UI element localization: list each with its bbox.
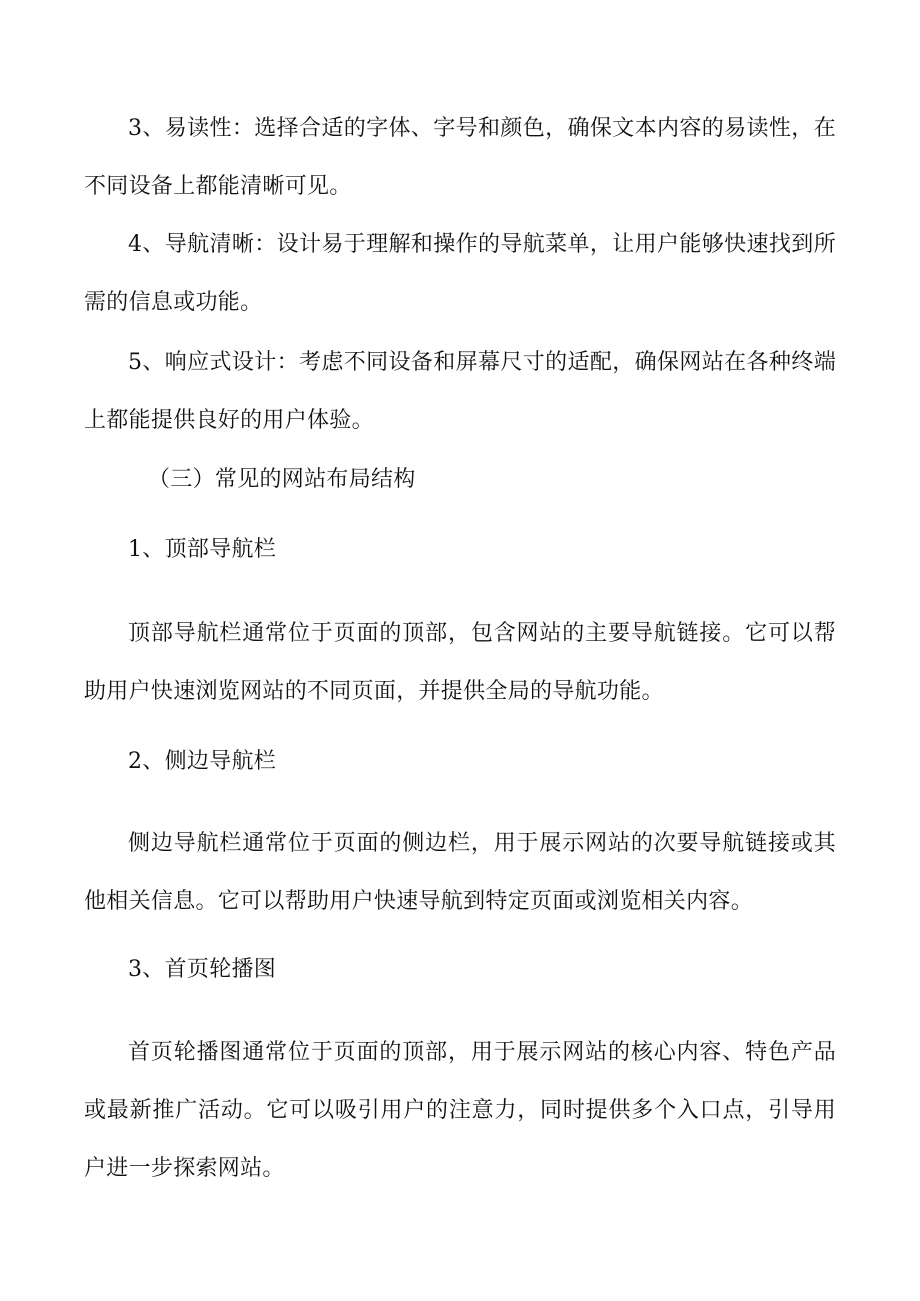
paragraph-home-carousel: 首页轮播图通常位于页面的顶部，用于展示网站的核心内容、特色产品或最新推广活动。它可以吸引用户的注意力，同时提供多个入口点，引导用户进一步探索网站。 [84,1040,836,1181]
paragraph-side-navbar: 侧边导航栏通常位于页面的侧边栏，用于展示网站的次要导航链接或其他相关信息。它可以帮助用户快速导航到特定页面或浏览相关内容。 [84,831,836,914]
paragraph-navigation-clarity: 4、导航清晰：设计易于理解和操作的导航菜单，让用户能够快速找到所需的信息或功能。 [84,232,836,315]
paragraph-readability: 3、易读性：选择合适的字体、字号和颜色，确保文本内容的易读性，在不同设备上都能清晰可见。 [84,116,836,199]
paragraph-top-navbar: 顶部导航栏通常位于页面的顶部，包含网站的主要导航链接。它可以帮助用户快速浏览网站的不同页面，并提供全局的导航功能。 [84,621,836,704]
heading-side-navbar: 2、侧边导航栏 [128,749,277,774]
section-heading-layout-structures: （三）常见的网站布局结构 [148,467,416,492]
heading-home-carousel: 3、首页轮播图 [128,957,277,982]
paragraph-responsive-design: 5、响应式设计：考虑不同设备和屏幕尺寸的适配，确保网站在各种终端上都能提供良好的用户体验。 [84,350,836,433]
heading-top-navbar: 1、顶部导航栏 [128,537,277,562]
